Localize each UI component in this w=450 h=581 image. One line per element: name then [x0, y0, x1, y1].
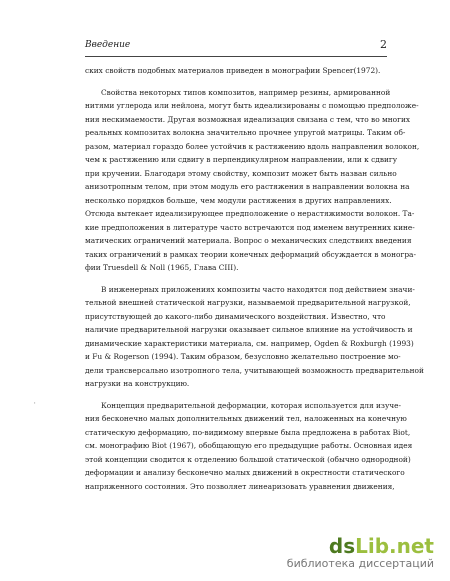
text-line: напряженного состояния. Это позволяет линеаризовать уравнения движения, — [85, 481, 395, 491]
text-line: матических ограничений материала. Вопрос о механических следствиях введения — [85, 236, 412, 245]
text-line: разом, материал гораздо более устойчив к растяжению вдоль направления волокон, — [85, 141, 420, 151]
watermark-subtitle: библиотека диссертаций — [286, 557, 434, 570]
margin-mark: ' — [34, 402, 36, 409]
text-line: кие предположения в литературе часто встречаются под именем внутренних кине- — [85, 222, 415, 232]
watermark-logo-ds: ds — [328, 534, 356, 558]
text-line: анизотропным телом, при этом модуль его растяжения в направлении волокна на — [85, 182, 410, 191]
text-line: нитями углерода или нейлона, могут быть идеализированы с помощью предположе- — [85, 101, 419, 110]
text-line: см. монографию Biot (1967), обобщающую его предыдущие работы. Основная идея — [85, 441, 413, 450]
text-line: статическую деформацию, по-видимому впервые была предложена в работах Biot, — [85, 427, 411, 437]
watermark — [287, 535, 434, 571]
text-line: деформации и анализу бесконечно малых движений в окрестности статического — [85, 468, 405, 477]
text-line: В инженерных приложениях композиты часто находятся под действием значи- — [101, 284, 415, 294]
text-line: фии Truesdell & Noll (1965, Глава CIII). — [85, 263, 239, 272]
chapter-title: Введение — [85, 40, 131, 50]
text-line: ских свойств подобных материалов приведен в монографии Spencer(1972). — [85, 66, 381, 75]
paragraph-gap — [85, 275, 387, 283]
paragraph — [85, 64, 387, 78]
text-line: Отсюда вытекает идеализирующее предположение о нерастяжимости волокон. Та- — [85, 209, 415, 218]
paragraph — [85, 283, 424, 391]
text-line: присутствующей до какого-либо динамического воздействия. Известно, что — [85, 311, 386, 321]
header-rule — [85, 56, 387, 57]
watermark-logo — [287, 535, 434, 557]
paragraph-gap — [85, 78, 387, 86]
text-line: ния бесконечно малых дополнительных движений тел, наложенных на конечную — [85, 414, 407, 423]
text-line: наличие предварительной нагрузки оказывает сильное влияние на устойчивость и — [85, 325, 413, 334]
running-header — [85, 40, 387, 54]
text-line: и Fu & Rogerson (1994). Таким образом, безусловно желательно построение мо- — [85, 352, 401, 361]
body-text — [85, 64, 424, 493]
text-line: ния нескимаемости. Другая возможная идеализация связана с тем, что во многих — [85, 114, 411, 124]
text-line: тельной внешней статической нагрузки, называемой предварительной нагрузкой, — [85, 298, 411, 307]
paragraph-gap — [85, 391, 387, 399]
text-line: реальных композитах волокна значительно прочнее упругой матрицы. Таким об- — [85, 128, 406, 137]
text-line: Концепция предварительной деформации, которая используется для изуче- — [101, 400, 402, 410]
text-line: при кручении. Благодаря этому свойству, композит может быть назван сильно — [85, 168, 397, 178]
text-line: чем к растяжению или сдвигу в перпендикулярном направлении, или к сдвигу — [85, 155, 398, 164]
page-number: 2 — [380, 38, 387, 51]
text-line: таких ограничений в рамках теории конечных деформаций обсуждается в моногра- — [85, 249, 416, 259]
paragraph — [85, 86, 420, 275]
text-line: этой концепции сводится к отделению большой статической (обычно однородной) — [85, 454, 411, 464]
paragraph — [85, 399, 413, 494]
text-line: несколько порядков больше, чем модули растяжения в других направлениях. — [85, 195, 392, 205]
text-line: дели трансверсально изотропного тела, учитывающей возможность предварительной — [85, 365, 424, 375]
text-line: Свойства некоторых типов композитов, например резины, армированной — [101, 87, 391, 97]
watermark-logo-lib: Lib.net — [355, 534, 434, 558]
text-line: нагрузки на конструкцию. — [85, 379, 190, 388]
text-line: динамические характеристики материала, см. например, Ogden & Roxburgh (1993) — [85, 338, 414, 348]
